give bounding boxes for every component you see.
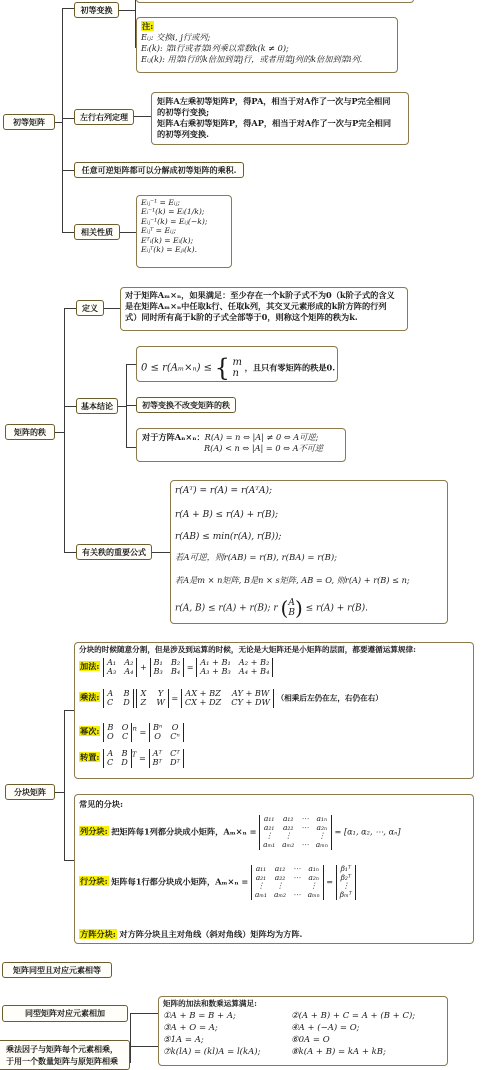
block-ops-box: 分块的时候随意分割，但是涉及到运算的时候，无论是大矩阵还是小矩阵的层面，都要遵循运算规律: 加法: A₁ A₂ A₃ A₄ + B₁ B₂ B₃ B₄ = A₁ + B₁ A₂ + B₂ A₃ + B₃ A₄ + B₄ 乘法: A B C D X Y Z W = AX + BZ AY + BW CX + DZ CY + DW （相乘后左仍在左，右仍在右） 幂次: B O O C $^n$ = Bⁿ O O Cⁿ 转置: A B C D $^T$ = Aᵀ Cᵀ Bᵀ Dᵀ — [74, 642, 474, 779]
common-intro: 常见的分块: — [79, 799, 123, 809]
node-important-formulas: 有关秩的重要公式 — [76, 544, 152, 560]
connector — [118, 406, 127, 407]
note-tag: 注: — [142, 21, 154, 31]
col-matrix: a₁₁ a₁₂ ⋯ a₁ₙ a₂₁ a₂₂ ⋯ a₂ₙ ⋮ ⋮ ⋮ aₘ₁ aₘ₂ ⋯ aₘₙ — [259, 815, 332, 850]
add-matrix-c: A₁ + B₁ A₂ + B₂ A₃ + B₃ A₄ + B₄ — [196, 658, 273, 677]
add-matrix-b: B₁ B₂ B₃ B₄ — [150, 658, 185, 677]
node-left-right-theorem: 左行右列定理 — [74, 109, 134, 125]
node-invariant: 初等变换不改变矩阵的秩 — [136, 397, 236, 413]
node-definition: 定义 — [76, 300, 104, 316]
connector — [55, 122, 63, 123]
paren-icon: ( — [280, 596, 289, 620]
root-matrix-rank: 矩阵的秩 — [5, 424, 55, 440]
transform-note-box — [136, 17, 398, 73]
root-block-matrix: 分块矩阵 — [5, 784, 55, 800]
formula-last-left: r(A, B) ≤ r(A) + r(B); r — [175, 603, 278, 614]
connector — [130, 1013, 131, 1063]
scalar-line: 乘法因子与矩阵每个元素相乘， — [6, 1044, 118, 1054]
mul-tag: 乘法: — [80, 692, 100, 703]
node-scalar-mult — [0, 1040, 130, 1070]
related-properties-box — [136, 195, 232, 268]
formula-line: Eᵢⱼ⁻¹ = Eᵢⱼ; — [141, 198, 180, 207]
connector — [62, 232, 74, 233]
formula-last-bottom: B — [288, 607, 295, 618]
row-tag: 行分块: — [80, 876, 108, 887]
connector — [64, 552, 76, 553]
pow-matrix-c: Bⁿ O O Cⁿ — [149, 723, 184, 742]
pow-tag: 幂次: — [80, 726, 100, 737]
node-related-properties: 相关性质 — [74, 224, 120, 240]
connector — [120, 232, 136, 233]
top-partial-box — [136, 0, 414, 3]
node-same-type-add: 同型矩阵对应元素相加 — [2, 1005, 128, 1022]
formula-line: r(AB) ≤ min(r(A), r(B)); — [175, 532, 282, 542]
connector — [64, 406, 76, 407]
rank-range-m: m — [232, 357, 243, 369]
rules-box — [158, 996, 448, 1066]
formulas-box — [170, 480, 448, 624]
common-blocks-box: 常见的分块: 列分块: 把矩阵每1列都分块成小矩阵，Aₘ×ₙ = a₁₁ a₁₂ ⋯ a₁ₙ a₂₁ a₂₂ ⋯ a₂ₙ ⋮ ⋮ ⋮ aₘ₁ aₘ₂ ⋯ aₘₙ = [α₁, α₂, ⋯, αₙ] 行分块: 矩阵每1行都分块成小矩阵，Aₘ×ₙ = a₁₁ a₁₂ ⋯ a₁ₙ a₂₁ a₂₂ ⋯ a₂ₙ ⋮ ⋮ ⋮ aₘ₁ aₘ₂ ⋯ aₘₙ = β₁ᵀ β₂ᵀ ⋮ βₘᵀ 方阵分块: 对方阵分块且主对角线（斜对角线）矩阵均为方阵. — [74, 794, 474, 944]
rules-intro: 矩阵的加法和数乘运算满足: — [163, 999, 257, 1008]
formula-line: 若A是m × n矩阵, B是n × s矩阵, AB = O, 则r(A) + r(B) ≤ n; — [175, 575, 410, 585]
connector — [64, 308, 76, 309]
transpose-tag: 转置: — [80, 752, 100, 763]
node-same-type-equal: 矩阵同型且对应元素相等 — [2, 962, 112, 978]
rule-item: ⑥0A = O — [291, 1035, 330, 1045]
connector — [104, 308, 120, 309]
rank-range-box — [136, 346, 338, 382]
connector — [62, 8, 74, 9]
col-tag: 列分块: — [80, 826, 108, 837]
rule-item: ③A + O = A; — [163, 1023, 218, 1033]
scalar-line: 于用一个数量矩阵与原矩阵相乘 — [6, 1056, 118, 1066]
connector — [62, 118, 74, 119]
add-tag: 加法: — [80, 661, 100, 672]
rule-item: ⑦k(lA) = (kl)A = l(kA); — [163, 1047, 261, 1057]
row-matrix: a₁₁ a₁₂ ⋯ a₁ₙ a₂₁ a₂₂ ⋯ a₂ₙ ⋮ ⋮ ⋮ aₘ₁ aₘ₂ ⋯ aₘₙ — [251, 865, 324, 900]
connector — [64, 710, 74, 711]
text-line: 对于矩阵Aₘ×ₙ，如果满足：至少存在一个k阶子式不为0（k阶子式的含义 — [125, 290, 395, 300]
formula-line: Eᵀᵢ(k) = Eᵢ(k); — [141, 235, 194, 245]
connector — [55, 792, 65, 793]
transpose-matrix-a: A B C D — [103, 749, 132, 768]
note-line: Eᵢ(k): 第i行或者第i列乘以常数k(k ≠ 0); — [141, 43, 289, 54]
definition-box — [120, 287, 408, 331]
connector — [64, 710, 65, 860]
row-text: 矩阵每1行都分块成小矩阵，Aₘ×ₙ = — [111, 876, 249, 887]
rule-item: ⑤1A = A; — [163, 1035, 204, 1045]
mul-note: （相乘后左仍在左，右仍在右） — [276, 693, 383, 703]
text-line: 的初等行变换; — [157, 107, 210, 118]
col-text: 把矩阵每1列都分块成小矩阵，Aₘ×ₙ = — [111, 826, 257, 837]
note-line: Eᵢⱼ(k): 用第i行的k倍加到第j行，或者用第j列的k倍加到第i列. — [141, 54, 363, 65]
formula-line: r(Aᵀ) = r(A) = r(AᵀA); — [175, 486, 273, 496]
formula-last-right: ≤ r(A) + r(B). — [305, 603, 368, 614]
connector — [62, 8, 63, 233]
node-elementary-transform: 初等变换 — [74, 2, 119, 18]
rule-item: ①A + B = B + A; — [163, 1011, 236, 1021]
formula-line: r(A + B) ≤ r(A) + r(B); — [175, 510, 279, 520]
mul-matrix-c: AX + BZ AY + BW CX + DZ CY + DW — [181, 689, 274, 708]
connector — [130, 1013, 158, 1014]
text-line: 矩阵A右乘初等矩阵P，得AP，相当于对A作了一次与P完全相同 — [157, 118, 392, 129]
connector — [152, 552, 170, 553]
node-invertible-decomposition: 任意可逆矩阵都可以分解成初等矩阵的乘积. — [74, 162, 244, 178]
node-basic-conclusion: 基本结论 — [76, 398, 118, 414]
mul-matrix-b: X Y Z W — [136, 689, 168, 708]
connector — [55, 432, 65, 433]
col-result: = [α₁, α₂, ⋯, αₙ] — [334, 826, 401, 837]
rule-item: ②(A + B) + C = A + (B + C); — [291, 1011, 416, 1021]
formula-line: Eᵢ⁻¹(k) = Eᵢ(1/k); — [141, 207, 205, 217]
square-matrix-box — [136, 428, 346, 462]
rank-range-left: 0 ≤ r(Aₘ×ₙ) ≤ — [141, 362, 213, 374]
diag-tag: 方阵分块: — [80, 929, 116, 939]
formula-last-top: A — [288, 597, 295, 608]
formula-line: Eᵢⱼᵀ = Eᵢⱼ; — [141, 226, 177, 236]
left-right-box — [151, 92, 409, 145]
diag-text: 对方阵分块且主对角线（斜对角线）矩阵均为方阵. — [119, 929, 303, 939]
connector — [126, 447, 136, 448]
rule-item: ④A + (−A) = O; — [291, 1023, 360, 1033]
square-line-1: R(A) = n ⇔ |A| ≠ 0 ⇔ A可逆; — [204, 432, 319, 442]
connector — [126, 405, 136, 406]
connector — [126, 364, 136, 365]
formula-line: Eᵢⱼ⁻¹(k) = Eᵢⱼ(−k); — [141, 216, 208, 226]
note-line: Eᵢⱼ: 交换i, j行或列; — [141, 32, 211, 43]
text-line: 的初等列变换. — [157, 129, 209, 140]
formula-line: Eᵢⱼᵀ(k) = Eⱼᵢ(k). — [141, 245, 198, 255]
rank-range-note: ，且只有零矩阵的秩是0. — [244, 362, 336, 373]
connector — [130, 1046, 158, 1047]
connector — [118, 10, 136, 11]
text-line: 式）同时所有高于k阶的子式全部等于0，则称这个矩阵的秩为k. — [125, 312, 358, 323]
formula-line: 若A可逆，则r(AB) = r(B), r(BA) = r(B); — [175, 553, 338, 563]
rule-item: ⑧k(A + B) = kA + kB; — [291, 1047, 386, 1057]
add-matrix-a: A₁ A₂ A₃ A₄ — [103, 658, 137, 677]
paren-icon: ) — [294, 596, 303, 620]
text-line: 是在矩阵Aₘ×ₙ中任取k行、任取k列，其交叉元素形成的k阶方阵的行列 — [125, 301, 387, 312]
brace-icon: { — [214, 354, 230, 382]
pow-matrix-a: B O O C — [103, 723, 132, 742]
connector — [62, 170, 74, 171]
mul-matrix-a: A B C D — [103, 689, 134, 708]
pow-exponent: n — [132, 724, 137, 733]
square-line-2: R(A) < n ⇔ |A| = 0 ⇔ A不可逆 — [204, 443, 324, 454]
connector — [64, 860, 74, 861]
block-ops-intro: 分块的时候随意分割，但是涉及到运算的时候，无论是大矩阵还是小矩阵的层面，都要遵循运算规律: — [79, 645, 416, 654]
connector — [133, 116, 151, 117]
rank-range-n: n — [232, 368, 239, 380]
row-result: β₁ᵀ β₂ᵀ ⋮ βₘᵀ — [336, 865, 356, 900]
transpose-matrix-c: Aᵀ Cᵀ Bᵀ Dᵀ — [149, 749, 184, 768]
text-line: 矩阵A左乘初等矩阵P，得PA，相当于对A作了一次与P完全相同 — [157, 96, 391, 106]
square-intro: 对于方阵Aₙ×ₙ： — [142, 432, 205, 442]
root-elementary-matrix: 初等矩阵 — [3, 114, 55, 130]
connector — [64, 308, 65, 552]
transpose-exponent: T — [131, 750, 137, 759]
